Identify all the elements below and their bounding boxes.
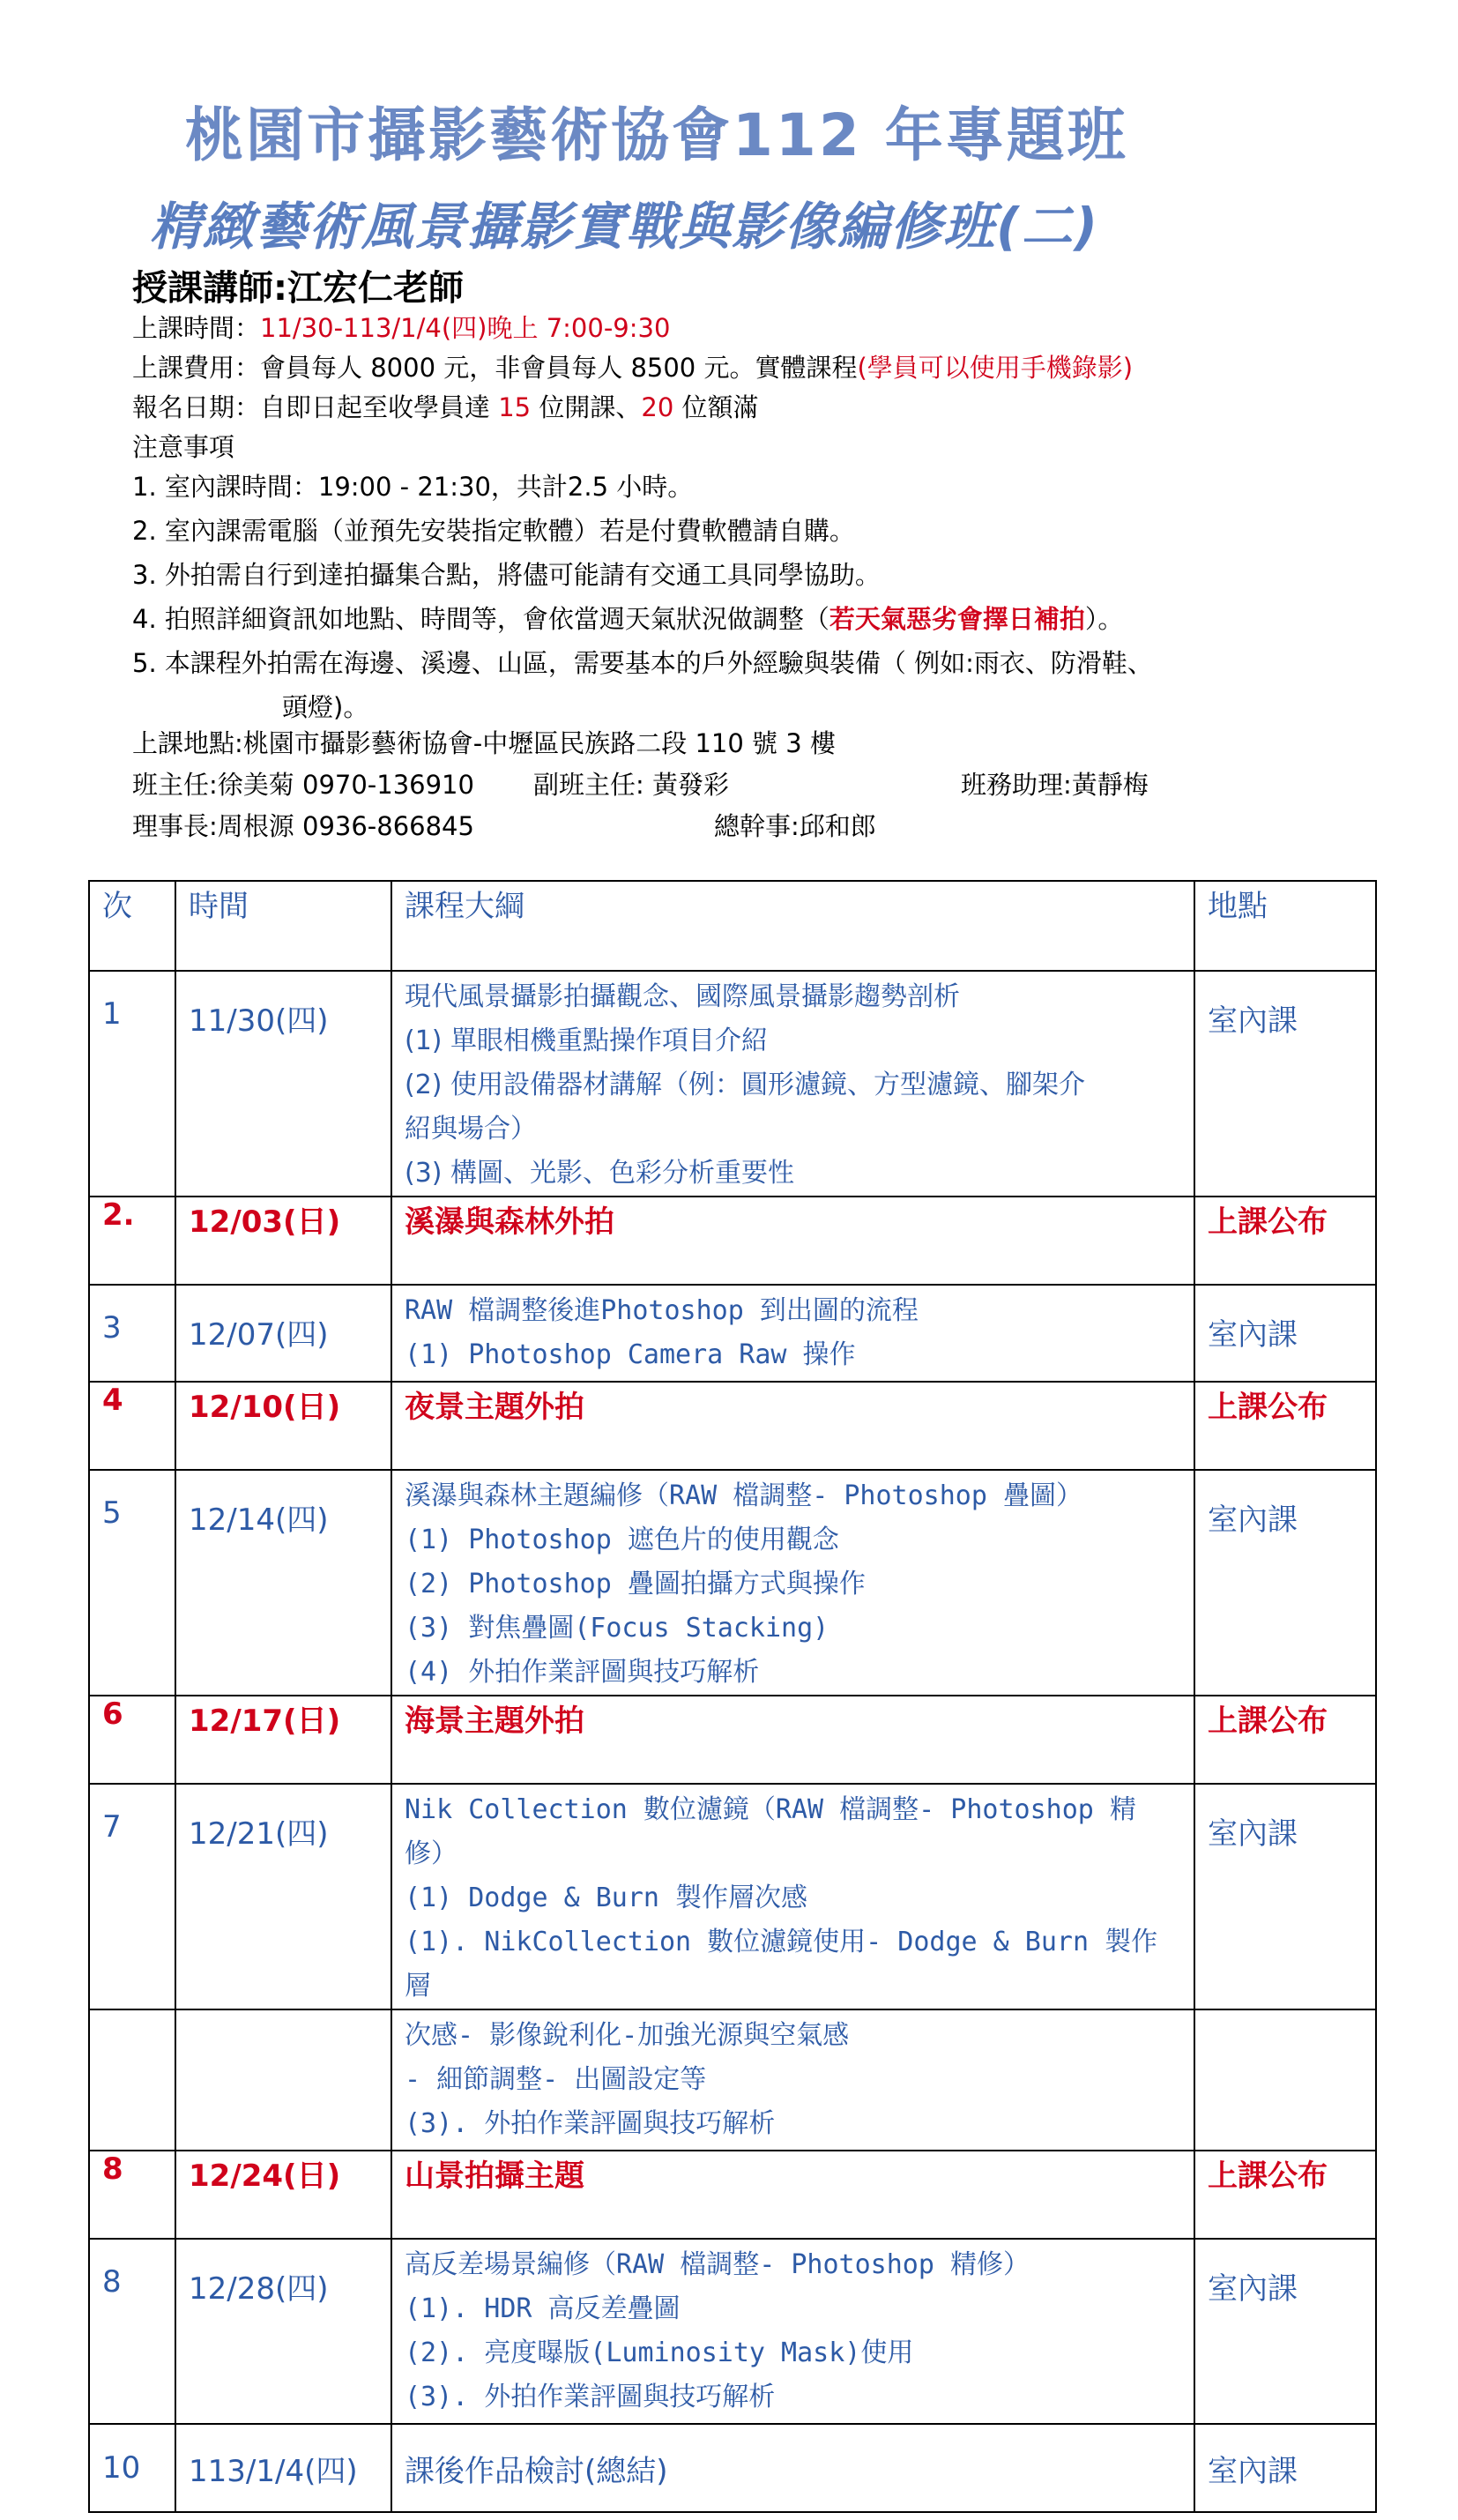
session-number: 8 (89, 2151, 175, 2239)
session-outline (391, 1470, 1194, 1696)
outline-line: (1) Photoshop 遮色片的使用觀念 (405, 1525, 839, 1555)
page-title: 桃園市攝影藝術協會112 年專題班 (185, 101, 1128, 169)
table-row (89, 1470, 1376, 1696)
outline-line: (3). 外拍作業評圖與技巧解析 (405, 2382, 776, 2412)
table-row (89, 1696, 1376, 1784)
class-assistant: 班務助理:黃靜梅 (961, 770, 1149, 800)
outline-line: (1). NikCollection 數位濾鏡使用- Dodge & Burn 製作層 (405, 1927, 1158, 2002)
session-topic: 山景拍攝主題 (391, 2151, 1194, 2239)
table-row (89, 2424, 1376, 2512)
session-place: 室內課 (1194, 1784, 1376, 2009)
time-line (132, 309, 1349, 348)
outline-line: - 細節調整- 出圖設定等 (405, 2064, 707, 2095)
session-place: 上課公布 (1194, 2151, 1376, 2239)
session-date: 12/24(日) (175, 2151, 391, 2239)
table-row-continued (89, 2009, 1376, 2151)
header-cell: 課程大綱 (391, 881, 1194, 971)
notes-title: 注意事項 (132, 432, 235, 462)
table-row (89, 971, 1376, 1197)
outline-line: 高反差場景編修（RAW 檔調整- Photoshop 精修） (405, 2249, 1030, 2280)
signup-text-a: 報名日期：自即日起至收學員達 (132, 392, 491, 422)
empty-cell (175, 2009, 391, 2151)
fee-note: (學員可以使用手機錄影) (857, 353, 1134, 383)
session-number: 8 (89, 2239, 175, 2424)
page-subtitle: 精緻藝術風景攝影實戰與影像編修班(二) (150, 197, 1100, 257)
table-row (89, 1784, 1376, 2009)
outline-line: 次感- 影像銳利化-加強光源與空氣感 (405, 2020, 850, 2051)
table-header-row (89, 881, 1376, 971)
outline-line: (2). 亮度曝版(Luminosity Mask)使用 (405, 2337, 914, 2368)
session-number: 3 (89, 1285, 175, 1382)
session-outline (391, 971, 1194, 1197)
outline-line: (1). HDR 高反差疊圖 (405, 2293, 681, 2324)
session-number: 6 (89, 1696, 175, 1784)
session-date: 11/30(四) (175, 971, 391, 1197)
session-date: 113/1/4(四) (175, 2424, 391, 2512)
outline-line: 紹與場合） (405, 1114, 537, 1144)
session-outline (391, 1784, 1194, 2009)
signup-min: 15 (498, 392, 532, 422)
secretary-general: 總幹事:邱和郎 (714, 811, 876, 841)
outline-line: 溪瀑與森林主題編修（RAW 檔調整- Photoshop 疊圖） (405, 1480, 1082, 1511)
session-number: 7 (89, 1784, 175, 2009)
table-row (89, 2151, 1376, 2239)
session-place: 上課公布 (1194, 1696, 1376, 1784)
session-place: 上課公布 (1194, 1382, 1376, 1470)
header-cell: 時間 (175, 881, 391, 971)
table-row (89, 1382, 1376, 1470)
session-topic: 溪瀑與森林外拍 (391, 1197, 1194, 1285)
session-topic: 海景主題外拍 (391, 1696, 1194, 1784)
signup-max: 20 (641, 392, 674, 422)
session-place: 室內課 (1194, 971, 1376, 1197)
instructor: 授課講師:江宏仁老師 (132, 268, 464, 309)
session-place: 室內課 (1194, 2424, 1376, 2512)
session-place: 室內課 (1194, 1285, 1376, 1382)
session-outline (391, 1285, 1194, 1382)
fee-text: 上課費用：會員每人 8000 元，非會員每人 8500 元。實體課程 (132, 353, 858, 383)
outline-line: (2) 使用設備器材講解（例：圓形濾鏡、方型濾鏡、腳架介 (405, 1070, 1086, 1100)
signup-line (132, 388, 1349, 428)
notes-list (132, 465, 1349, 729)
chairman: 理事長:周根源 0936-866845 (132, 811, 474, 841)
session-number: 2. (89, 1197, 175, 1285)
table-row (89, 1197, 1376, 1285)
note-text: ）。 (1084, 604, 1124, 634)
outline-line: (1) Photoshop Camera Raw 操作 (405, 1339, 856, 1370)
note-item: 3. 外拍需自行到達拍攝集合點，將儘可能請有交通工具同學協助。 (132, 560, 881, 590)
table-row (89, 2239, 1376, 2424)
session-date: 12/03(日) (175, 1197, 391, 1285)
session-number: 1 (89, 971, 175, 1197)
fee-line (132, 348, 1349, 388)
outline-line: RAW 檔調整後進Photoshop 到出圖的流程 (405, 1295, 919, 1326)
outline-line: (3) 對焦疊圖(Focus Stacking) (405, 1613, 829, 1644)
empty-cell (1194, 2009, 1376, 2151)
note-item: 5. 本課程外拍需在海邊、溪邊、山區，需要基本的戶外經驗與裝備（ 例如:雨衣、防滑鞋、 (132, 648, 1153, 678)
schedule-table (88, 880, 1377, 2513)
course-info (132, 309, 1349, 467)
header-cell: 次 (89, 881, 175, 971)
session-date: 12/14(四) (175, 1470, 391, 1696)
address: 上課地點:桃園市攝影藝術協會-中壢區民族路二段 110 號 3 樓 (132, 728, 836, 758)
signup-text-b: 位開課、 (539, 392, 642, 422)
outline-line: (3). 外拍作業評圖與技巧解析 (405, 2108, 776, 2139)
session-date: 12/10(日) (175, 1382, 391, 1470)
session-place: 室內課 (1194, 1470, 1376, 1696)
session-place: 上課公布 (1194, 1197, 1376, 1285)
note-item: 2. 室內課需電腦（並預先安裝指定軟體）若是付費軟體請自購。 (132, 516, 855, 546)
class-head: 班主任:徐美菊 0970-136910 (132, 770, 474, 800)
note-item: 1. 室內課時間：19:00 - 21:30，共計2.5 小時。 (132, 472, 694, 502)
session-outline-continued (391, 2009, 1194, 2151)
vice-head: 副班主任: 黃發彩 (533, 770, 729, 800)
session-number: 5 (89, 1470, 175, 1696)
note-item (132, 597, 1349, 641)
note-highlight: 若天氣惡劣會擇日補拍 (829, 604, 1085, 634)
session-topic: 夜景主題外拍 (391, 1382, 1194, 1470)
outline-line: 修） (405, 1838, 457, 1869)
table-row (89, 1285, 1376, 1382)
time-label: 上課時間： (132, 313, 261, 343)
contacts (132, 723, 1366, 847)
session-topic: 課後作品檢討(總結) (391, 2424, 1194, 2512)
session-number: 4 (89, 1382, 175, 1470)
outline-line: (1) Dodge & Burn 製作層次感 (405, 1883, 808, 1913)
session-place: 室內課 (1194, 2239, 1376, 2424)
session-date: 12/28(四) (175, 2239, 391, 2424)
note-text: 4. 拍照詳細資訊如地點、時間等，會依當週天氣狀況做調整（ (132, 604, 829, 634)
time-value: 11/30-113/1/4(四)晚上 7:00-9:30 (260, 313, 671, 343)
outline-line: (3) 構圖、光影、色彩分析重要性 (405, 1158, 795, 1189)
outline-line: 現代風景攝影拍攝觀念、國際風景攝影趨勢剖析 (405, 981, 960, 1012)
session-date: 12/17(日) (175, 1696, 391, 1784)
session-date: 12/21(四) (175, 1784, 391, 2009)
session-number: 10 (89, 2424, 175, 2512)
note-item-continued: 頭燈)。 (282, 692, 369, 722)
outline-line: (4) 外拍作業評圖與技巧解析 (405, 1657, 760, 1688)
session-outline (391, 2239, 1194, 2424)
empty-cell (89, 2009, 175, 2151)
signup-text-c: 位額滿 (681, 392, 759, 422)
outline-line: (2) Photoshop 疊圖拍攝方式與操作 (405, 1569, 866, 1599)
session-date: 12/07(四) (175, 1285, 391, 1382)
outline-line: (1) 單眼相機重點操作項目介紹 (405, 1025, 769, 1056)
outline-line: Nik Collection 數位濾鏡（RAW 檔調整- Photoshop 精 (405, 1794, 1136, 1825)
header-cell: 地點 (1194, 881, 1376, 971)
